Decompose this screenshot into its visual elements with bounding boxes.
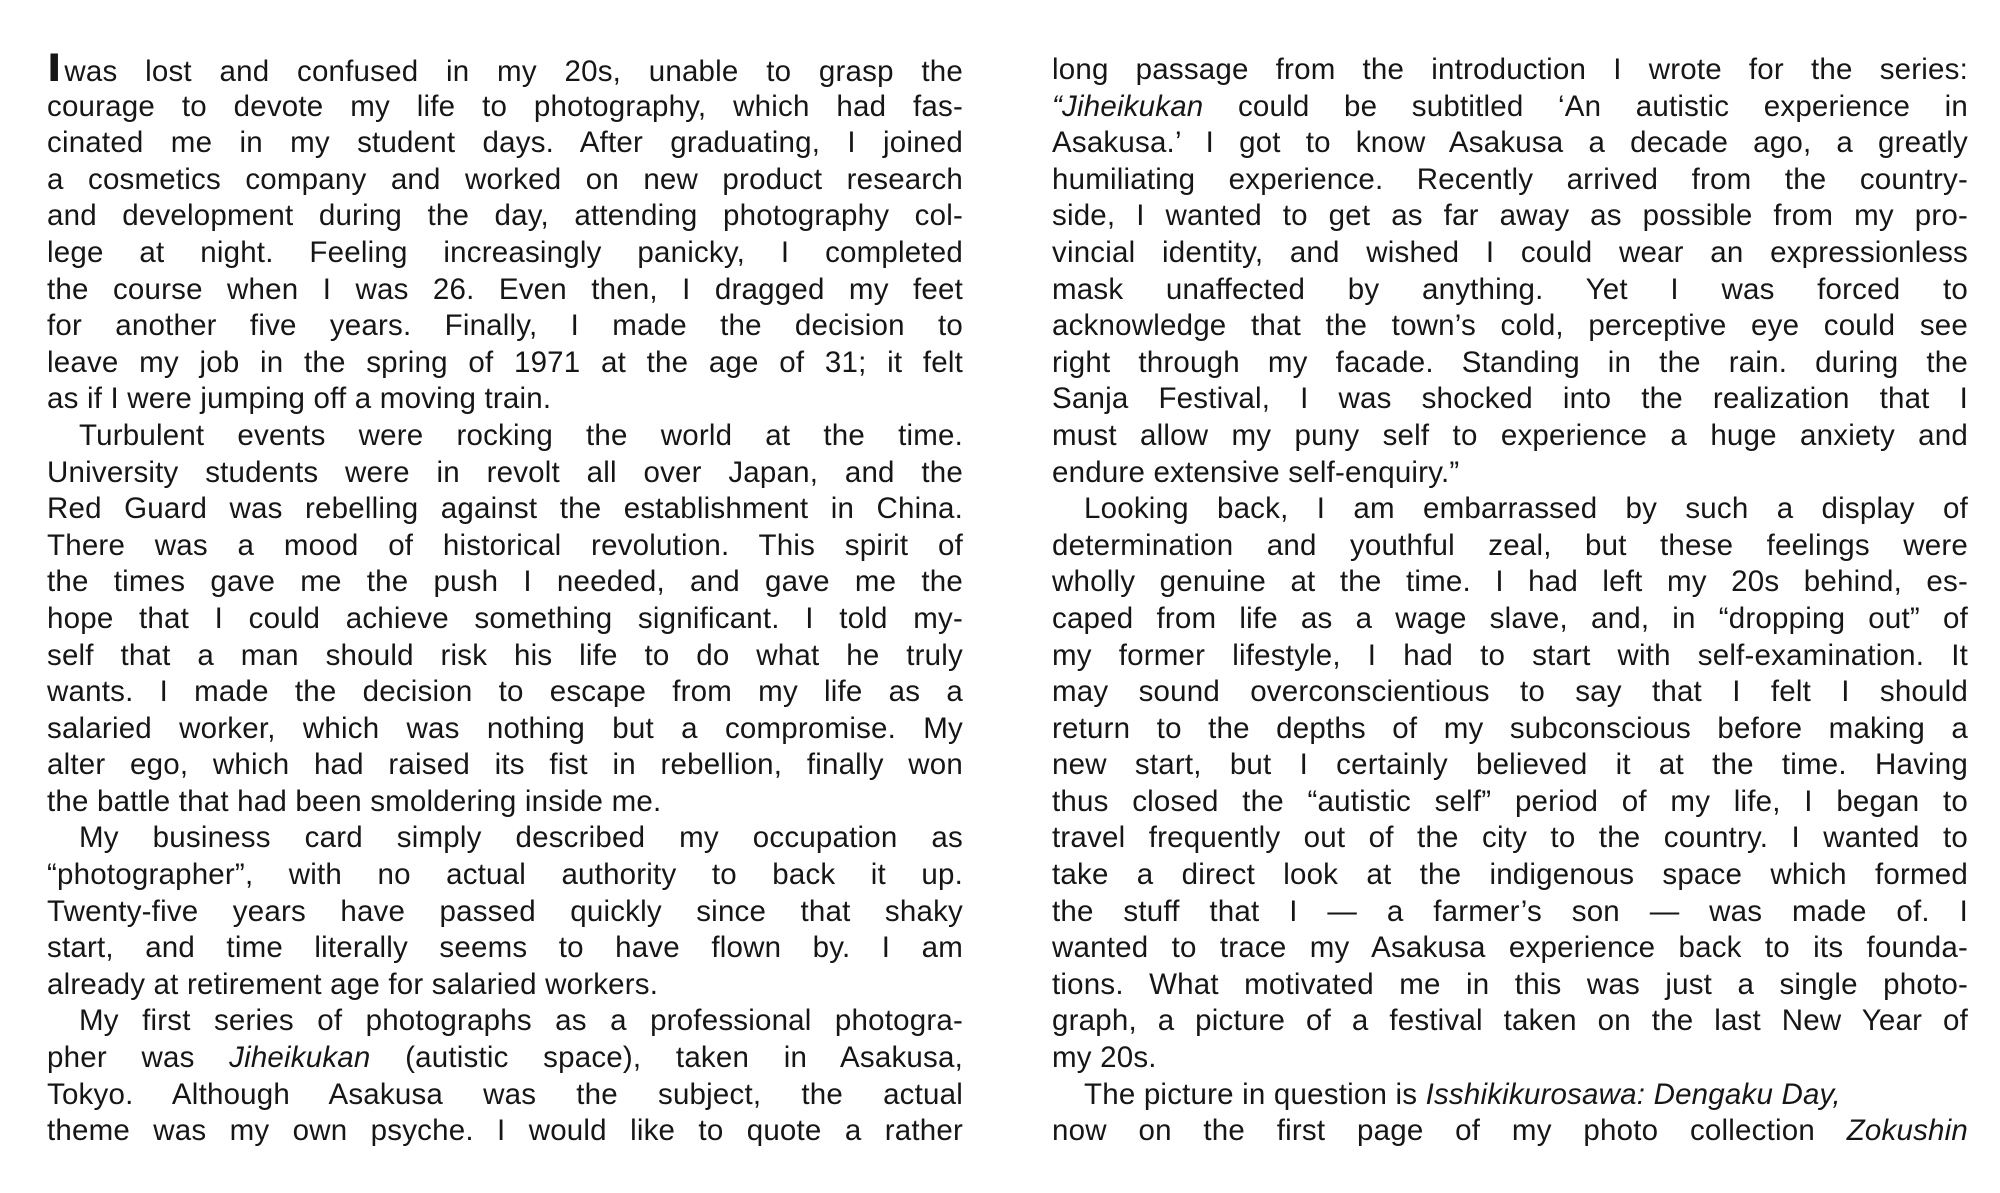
text-line: courage to devote my life to photography, which had fas- [47, 89, 963, 123]
right-column [1052, 52, 1968, 1150]
text-line: hope that I could achieve something significant. I told my- [47, 601, 963, 635]
text-line: Tokyo. Although Asakusa was the subject, the actual [47, 1077, 963, 1111]
text-line [47, 1040, 963, 1077]
text-line: for another five years. Finally, I made the decision to [47, 309, 963, 343]
text-span: was lost and confused in my 20s, unable to grasp the [64, 55, 963, 88]
text-line: self that a man should risk his life to do what he truly [47, 638, 963, 672]
text-line: as if I were jumping off a moving train. [47, 382, 552, 416]
text-line: the battle that had been smoldering inside me. [47, 784, 662, 818]
text-line: theme was my own psyche. I would like to quote a rather [47, 1114, 963, 1148]
text-line: determination and youthful zeal, but these feelings were [1052, 528, 1968, 562]
text-line: right through my facade. Standing in the rain. during the [1052, 345, 1968, 379]
text-line: must allow my puny self to experience a huge anxiety and [1052, 418, 1968, 452]
text-span: now on the first page of my photo collection [1052, 1114, 1847, 1148]
text-line: already at retirement age for salaried workers. [47, 967, 659, 1001]
text-line [1052, 1113, 1968, 1150]
text-line: wanted to trace my Asakusa experience back to its founda- [1052, 931, 1968, 965]
text-line: the stuff that I — a farmer’s son — was made of. I [1052, 894, 1968, 928]
text-line: humiliating experience. Recently arrived from the country- [1052, 162, 1968, 196]
text-line: long passage from the introduction I wrote for the series: [1052, 53, 1968, 86]
series-title: Jiheikukan [229, 1041, 371, 1075]
text-line: alter ego, which had raised its fist in rebellion, finally won [47, 748, 963, 782]
text-line: Red Guard was rebelling against the establishment in China. [47, 492, 963, 526]
text-line: thus closed the “autistic self” period of my life, I began to [1052, 784, 1968, 818]
text-line [1052, 1077, 1968, 1114]
text-span: could be subtitled ‘An autistic experience in [1203, 89, 1968, 123]
text-line: cinated me in my student days. After graduating, I joined [47, 126, 963, 160]
text-line: mask unaffected by anything. Yet I was forced to [1052, 272, 1968, 306]
text-line: my 20s. [1052, 1041, 1157, 1075]
text-line: and development during the day, attending photography col- [47, 199, 963, 233]
text-line: endure extensive self-enquiry.” [1052, 455, 1460, 489]
text-line: the times gave me the push I needed, and gave me the [47, 565, 963, 599]
text-line: wants. I made the decision to escape from my life as a [47, 675, 963, 709]
text-line: a cosmetics company and worked on new product research [47, 162, 963, 196]
text-line: new start, but I certainly believed it at the time. Having [1052, 748, 1968, 782]
text-line: My business card simply described my occupation as [79, 821, 963, 855]
text-line: Looking back, I am embarrassed by such a display of [1084, 492, 1968, 526]
text-line: vincial identity, and wished I could wear an expressionless [1052, 235, 1968, 269]
left-column [47, 52, 963, 1150]
text-line: may sound overconscientious to say that I felt I should [1052, 675, 1968, 709]
text-line: Asakusa.’ I got to know Asakusa a decade ago, a greatly [1052, 126, 1968, 160]
text-line: University students were in revolt all over Japan, and the [47, 455, 963, 489]
text-line: caped from life as a wage slave, and, in “dropping out” of [1052, 601, 1968, 635]
text-line: return to the depths of my subconscious before making a [1052, 711, 1968, 745]
text-line: travel frequently out of the city to the country. I wanted to [1052, 821, 1968, 855]
text-line: There was a mood of historical revolution. This spirit of [47, 528, 963, 562]
text-line: Sanja Festival, I was shocked into the realization that I [1052, 382, 1968, 416]
text-line: “photographer”, with no actual authority to back it up. [47, 858, 963, 892]
text-line: side, I wanted to get as far away as possible from my pro- [1052, 199, 1968, 233]
text-line [47, 52, 963, 89]
text-line: my former lifestyle, I had to start with self-examination. It [1052, 638, 1968, 672]
text-line: leave my job in the spring of 1971 at the age of 31; it felt [47, 345, 963, 379]
text-line: take a direct look at the indigenous space which formed [1052, 858, 1968, 892]
text-line [1052, 89, 1968, 126]
text-line: My first series of photographs as a professional photogra- [79, 1004, 963, 1038]
text-span: (autistic space), taken in Asakusa, [370, 1041, 963, 1075]
text-line: graph, a picture of a festival taken on the last New Year of [1052, 1004, 1968, 1038]
collection-title: Zokushin [1846, 1114, 1968, 1148]
series-title: “Jiheikukan [1052, 89, 1204, 123]
text-line: Turbulent events were rocking the world at the time. [79, 418, 963, 452]
text-line: start, and time literally seems to have flown by. I am [47, 931, 963, 965]
text-line: acknowledge that the town’s cold, perceptive eye could see [1052, 309, 1968, 343]
text-line: tions. What motivated me in this was just a single photo- [1052, 967, 1968, 1001]
text-line: Twenty-five years have passed quickly since that shaky [47, 894, 963, 928]
drop-cap: I [47, 52, 62, 89]
photo-title: Isshikikurosawa: Dengaku Day, [1425, 1077, 1841, 1111]
text-line: lege at night. Feeling increasingly panicky, I completed [47, 235, 963, 269]
text-span: The picture in question is [1084, 1077, 1426, 1111]
text-line: the course when I was 26. Even then, I dragged my feet [47, 272, 963, 306]
text-line: wholly genuine at the time. I had left my 20s behind, es- [1052, 565, 1968, 599]
text-line: salaried worker, which was nothing but a compromise. My [47, 711, 963, 745]
text-span: pher was [47, 1041, 230, 1075]
